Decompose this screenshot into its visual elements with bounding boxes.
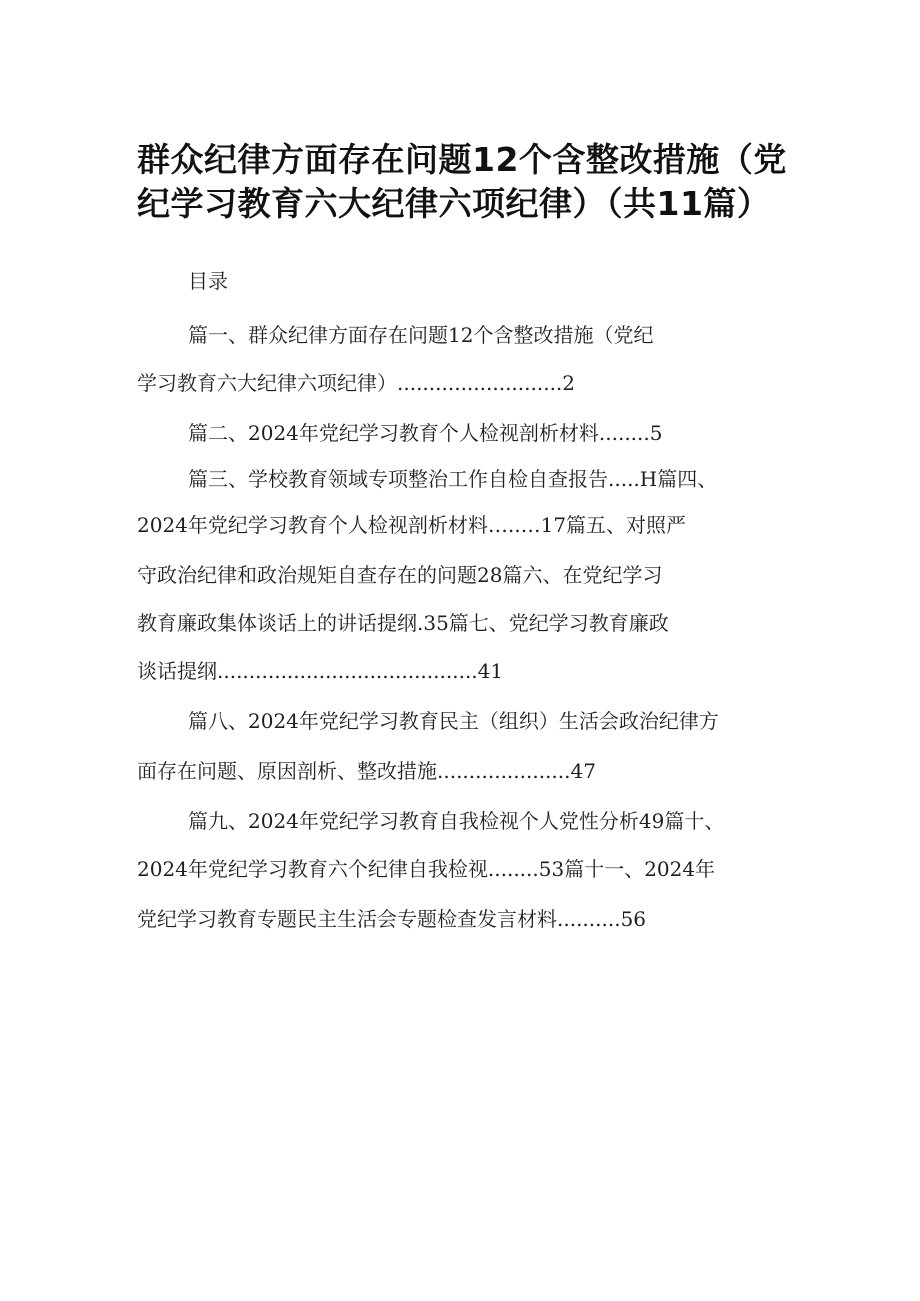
toc-line: 学习教育六大纪律六项纪律）..........................2 — [137, 371, 576, 395]
toc-line: 2024年党纪学习教育个人检视剖析材料…..…17篇五、对照严 — [137, 513, 687, 537]
toc-line: 党纪学习教育专题民主生活会专题检查发言材料..........56 — [137, 907, 647, 931]
toc-line: 面存在问题、原因剖析、整改措施.....................47 — [137, 759, 596, 783]
document-title: 群众纪律方面存在问题12个含整改措施（党纪学习教育六大纪律六项纪律）（共11篇） — [137, 140, 787, 223]
toc-line: 篇三、学校教育领域专项整治工作自检自查报告.....H篇四、 — [188, 467, 718, 491]
toc-line: 篇八、2024年党纪学习教育民主（组织）生活会政治纪律方 — [188, 709, 719, 733]
toc-line: 篇一、群众纪律方面存在问题12个含整改措施（党纪 — [188, 323, 654, 347]
toc-line: 守政治纪律和政治规矩自查存在的问题28篇六、在党纪学习 — [137, 563, 663, 587]
toc-line: 篇二、2024年党纪学习教育个人检视剖析材料........5 — [188, 421, 663, 445]
toc-line: 2024年党纪学习教育六个纪律自我检视........53篇十一、2024年 — [137, 857, 716, 881]
toc-heading: 目录 — [188, 269, 228, 293]
toc-line: 谈话提纲.........................................41 — [137, 659, 504, 683]
toc-line: 篇九、2024年党纪学习教育自我检视个人党性分析49篇十、 — [188, 809, 725, 833]
toc-line: 教育廉政集体谈话上的讲话提纲.35篇七、党纪学习教育廉政 — [137, 611, 669, 635]
